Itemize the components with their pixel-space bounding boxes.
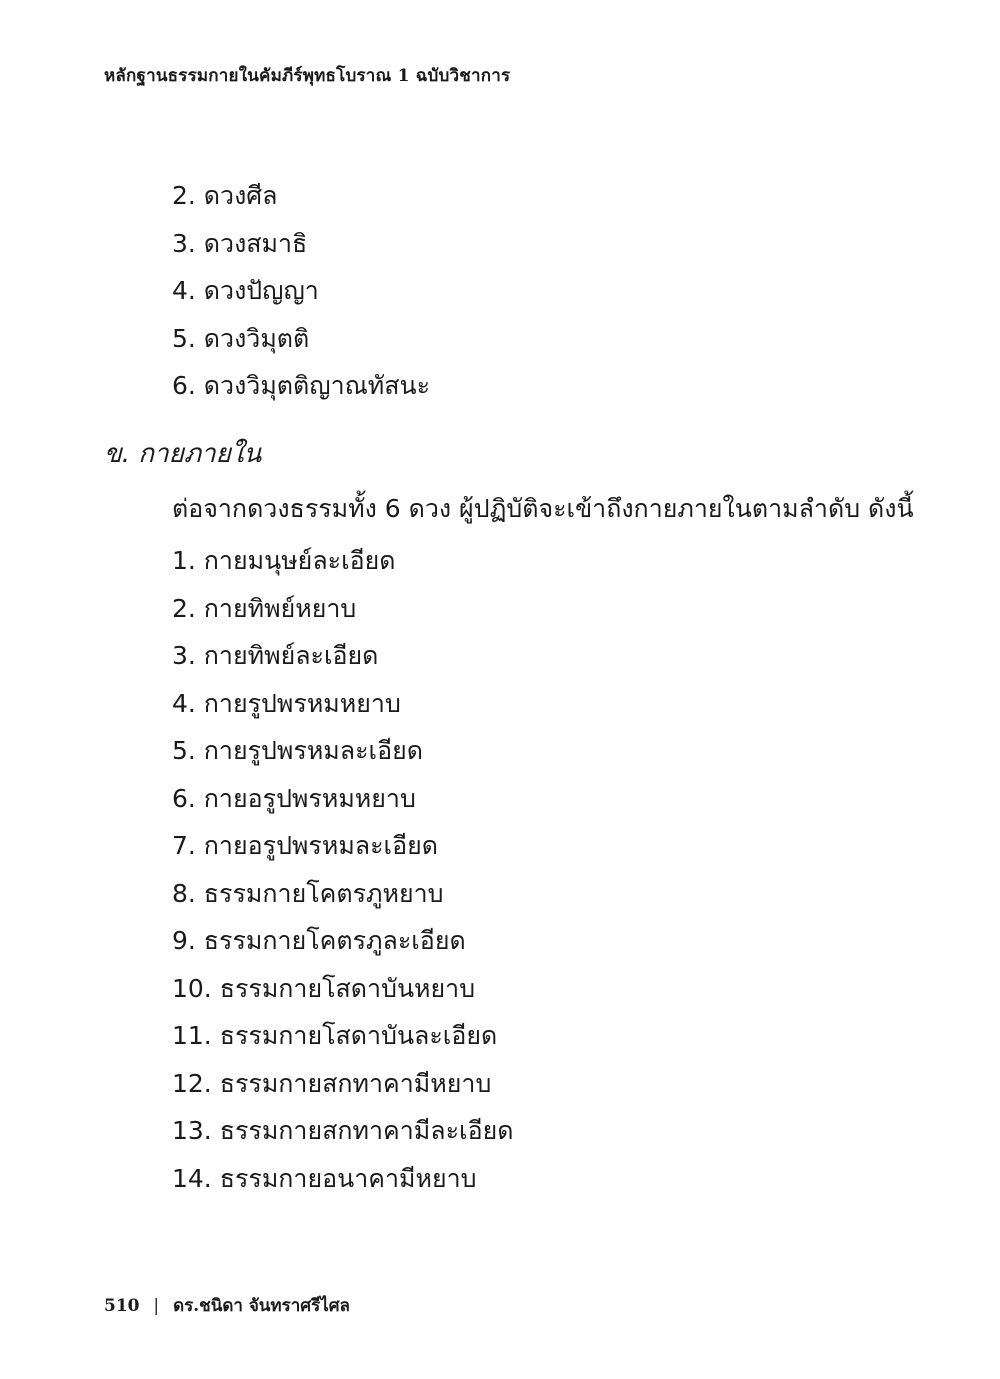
intro-paragraph: ต่อจากดวงธรรมทั้ง 6 ดวง ผู้ปฏิบัติจะเข้าถึงกายภายในตามลำดับ ดังนี้ xyxy=(172,494,914,523)
inner-body-list xyxy=(172,541,513,1206)
list-item: 4. กายรูปพรหมหยาบ xyxy=(172,688,401,718)
list-item: 10. ธรรมกายโสดาบันหยาบ xyxy=(172,973,476,1003)
list-item: 4. ดวงปัญญา xyxy=(172,276,319,305)
list-item: 12. ธรรมกายสกทาคามีหยาบ xyxy=(172,1068,492,1098)
list-item: 2. กายทิพย์หยาบ xyxy=(172,593,357,623)
list-item: 6. กายอรูปพรหมหยาบ xyxy=(172,783,416,813)
list-item: 1. กายมนุษย์ละเอียด xyxy=(172,546,396,575)
list-item: 2. ดวงศีล xyxy=(172,181,278,210)
page-number: 510 xyxy=(104,1296,140,1316)
list-item: 7. กายอรูปพรหมละเอียด xyxy=(172,831,438,860)
footer-separator: | xyxy=(153,1296,160,1316)
list-item: 11. ธรรมกายโสดาบันละเอียด xyxy=(172,1021,498,1050)
section-heading: ข. กายภายใน xyxy=(104,439,262,469)
list-item: 5. กายรูปพรหมละเอียด xyxy=(172,736,423,765)
list-item: 9. ธรรมกายโคตรภูละเอียด xyxy=(172,926,466,955)
list-item: 8. ธรรมกายโคตรภูหยาบ xyxy=(172,878,444,908)
list-item: 3. กายทิพย์ละเอียด xyxy=(172,641,379,670)
list-item: 6. ดวงวิมุตติญาณทัสนะ xyxy=(172,371,431,400)
dhamma-sphere-list xyxy=(172,176,430,414)
list-item: 14. ธรรมกายอนาคามีหยาบ xyxy=(172,1163,477,1193)
running-header: หลักฐานธรรมกายในคัมภีร์พุทธโบราณ 1 ฉบับวิชาการ xyxy=(104,66,511,86)
page-footer xyxy=(104,1292,350,1319)
author-name: ดร.ชนิดา จันทราศรีไศล xyxy=(173,1296,350,1316)
list-item: 5. ดวงวิมุตติ xyxy=(172,323,310,353)
list-item: 3. ดวงสมาธิ xyxy=(172,228,308,258)
list-item: 13. ธรรมกายสกทาคามีละเอียด xyxy=(172,1116,514,1145)
